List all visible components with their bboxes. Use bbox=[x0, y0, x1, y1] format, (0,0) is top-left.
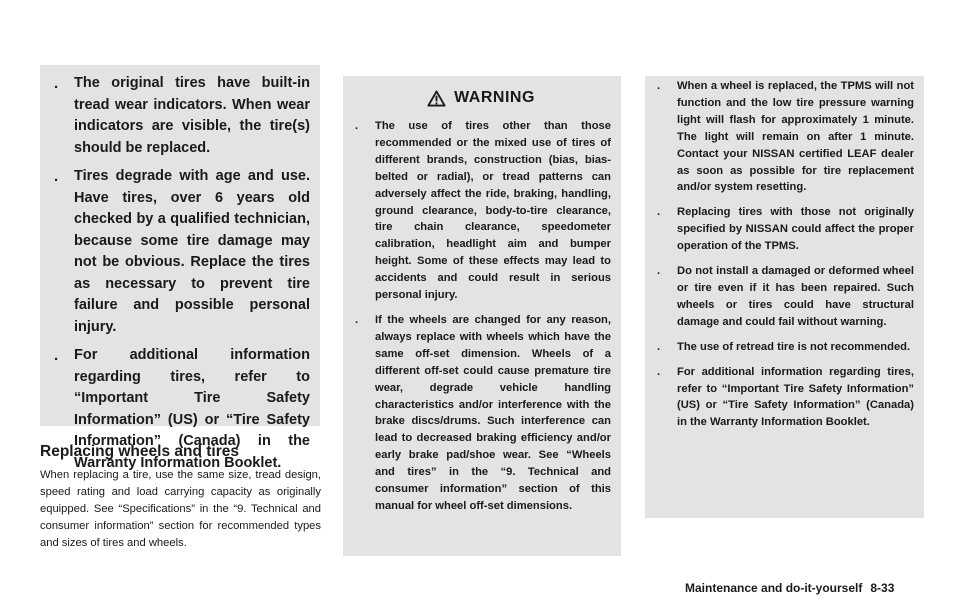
warning-box-continued bbox=[645, 76, 924, 518]
list-item: . If the wheels are changed for any reason, always replace with wheels which have the same off-set dimension. Wheels of a different off-set could cause premature tire wear, degrade vehicle handling characteristics and/or interference with the brake discs/drums. Such interference can lead to decreased braking efficiency and/or early brake pad/shoe wear. See “Wheels and tires” in the “9. Technical and consumer information” section of this manual for wheel off-set dimensions. bbox=[351, 312, 611, 515]
tire-notes-list bbox=[50, 73, 310, 474]
warning-list-continued bbox=[653, 78, 914, 431]
list-item: . The use of retread tire is not recommended. bbox=[653, 339, 914, 356]
list-item: . For additional information regarding tires, refer to “Important Tire Safety Information” (US) or “Tire Safety Information” (Canada) in the Warranty Information Booklet. bbox=[50, 345, 310, 474]
page-number: 8-33 bbox=[870, 581, 895, 595]
section-body: When replacing a tire, use the same size, tread design, speed rating and load carrying capacity as originally equipped. See “Specifications” in the “9. Technical and consumer information” section for recommended types and sizes of tires and wheels. bbox=[40, 469, 321, 549]
list-item: . Tires degrade with age and use. Have tires, over 6 years old checked by a qualified technician, because some tire damage may not be obvious. Replace the tires as necessary to prevent tire failure and possible personal injury. bbox=[50, 166, 310, 338]
list-item: . The original tires have built-in tread wear indicators. When wear indicators are visible, the tire(s) should be replaced. bbox=[50, 73, 310, 159]
section-title: Replacing wheels and tires bbox=[40, 443, 239, 460]
list-item: . When a wheel is replaced, the TPMS will not function and the low tire pressure warning light will flash for approximately 1 minute. The light will remain on after 1 minute. Contact your NISSAN certified LEAF dealer as soon as possible for tire replacement and/or system resetting. bbox=[653, 78, 914, 196]
warning-list bbox=[351, 118, 611, 515]
list-item: . Do not install a damaged or deformed wheel or tire even if it has been repaired. Such wheels or tires could have structural damage and could fail without warning. bbox=[653, 263, 914, 331]
warning-title: WARNING bbox=[454, 89, 535, 106]
page-footer bbox=[685, 581, 894, 595]
footer-section-name: Maintenance and do-it-yourself bbox=[685, 581, 863, 595]
warning-triangle-icon bbox=[427, 90, 446, 107]
warning-header bbox=[351, 84, 611, 112]
warning-box bbox=[343, 76, 621, 556]
list-item: . For additional information regarding tires, refer to “Important Tire Safety Information” (US) or “Tire Safety Information” (Canada) in the Warranty Information Booklet. bbox=[653, 364, 914, 432]
list-item: . Replacing tires with those not originally specified by NISSAN could affect the proper operation of the TPMS. bbox=[653, 204, 914, 255]
list-item: . The use of tires other than those recommended or the mixed use of tires of different brands, construction (bias, bias-belted or radial), or tread patterns can adversely affect the ride, braking, handling, ground clearance, body-to-tire clearance, tire chain clearance, speedometer calibration, headlight aim and bumper height. Some of these effects may lead to accidents and could result in serious personal injury. bbox=[351, 118, 611, 304]
